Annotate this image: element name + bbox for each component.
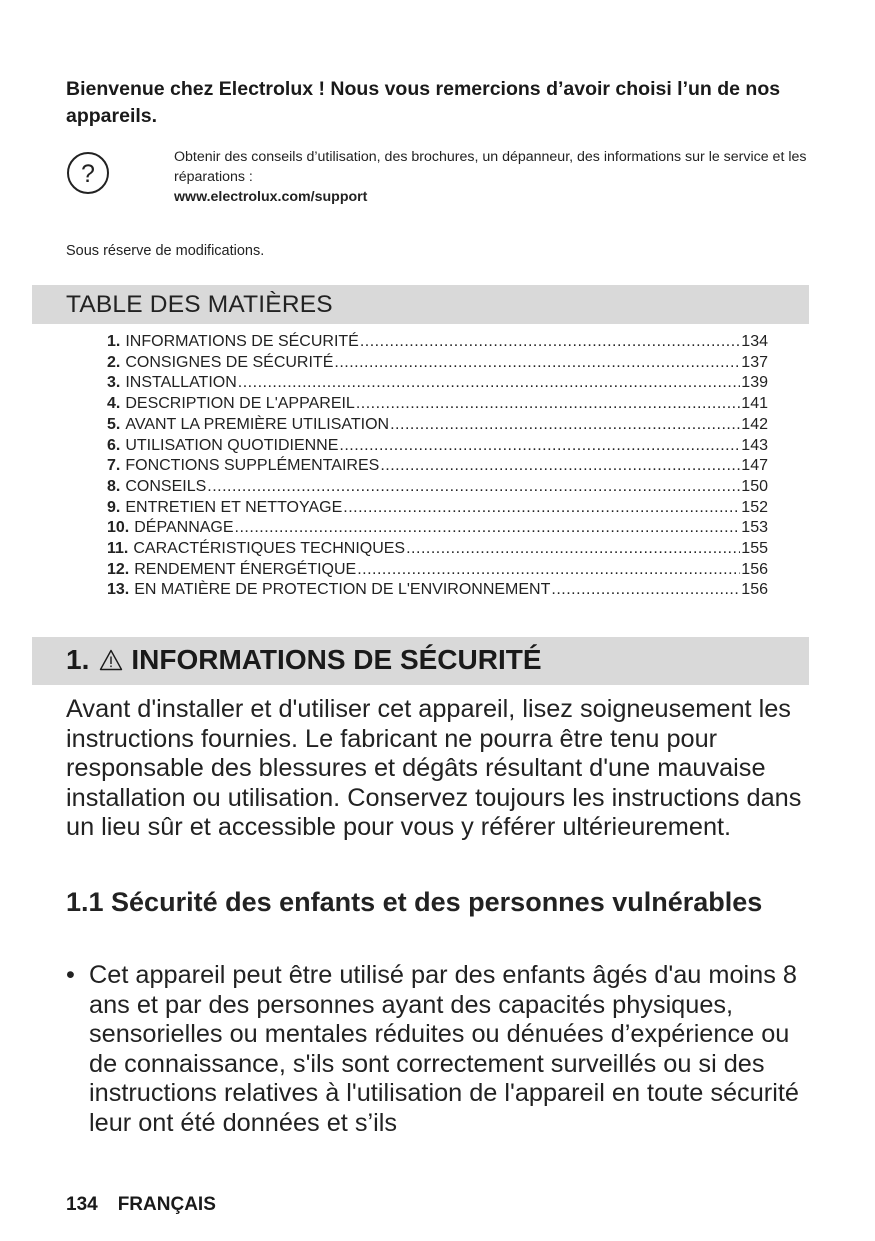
toc-entry-page: 156 [741,560,768,578]
toc-entry-number: 8. [107,477,121,495]
toc-entry-page: 139 [741,374,768,392]
toc-entry-number: 12. [107,560,130,578]
toc-entry-label: FONCTIONS SUPPLÉMENTAIRES [125,457,380,475]
toc-entry-number: 1. [107,333,121,350]
toc-entry-label: CONSEILS [125,477,207,495]
subsection-title: 1.1 Sécurité des enfants et des personnes vulnérables [66,887,763,917]
toc-entry[interactable] [107,332,768,353]
table-of-contents [107,332,768,601]
toc-entry-label: CONSIGNES DE SÉCURITÉ [125,353,334,371]
section-1-header [32,637,809,685]
page-number: 134 [66,1194,98,1215]
toc-entry-number: 4. [107,395,121,413]
toc-entry-number: 10. [107,519,130,537]
toc-entry-label: DESCRIPTION DE L'APPAREIL [125,395,355,413]
toc-leader-dots [235,518,741,539]
toc-leader-dots [357,560,740,581]
toc-entry-label: ENTRETIEN ET NETTOYAGE [125,498,343,516]
toc-entry-number: 9. [107,498,121,516]
toc-entry-page: 147 [741,457,768,475]
toc-entry-page: 150 [741,477,768,495]
support-link[interactable]: www.electrolux.com/support [174,189,368,205]
bullet-marker: • [66,961,75,989]
toc-leader-dots [406,539,740,560]
section-1-number: 1. [66,644,90,675]
toc-entry-page: 153 [741,519,768,537]
toc-entry[interactable] [107,518,768,539]
toc-entry-page: 155 [741,540,768,558]
toc-leader-dots [334,353,740,374]
toc-entry-number: 11. [107,540,129,558]
toc-header [32,285,809,324]
toc-entry-number: 6. [107,436,121,454]
toc-entry-label: INFORMATIONS DE SÉCURITÉ [125,333,359,350]
svg-text:?: ? [81,160,95,188]
toc-leader-dots [551,580,740,601]
toc-entry-number: 3. [107,374,121,392]
toc-leader-dots [343,498,740,519]
toc-entry-label: CARACTÉRISTIQUES TECHNIQUES [133,540,406,558]
welcome-heading: Bienvenue chez Electrolux ! Nous vous remercions d’avoir choisi l’un de nos appareils. [66,78,781,127]
toc-entry-page: 134 [741,333,768,350]
toc-entry[interactable] [107,477,768,498]
toc-leader-dots [356,394,740,415]
list-item [66,961,811,1138]
toc-entry-label: INSTALLATION [125,374,237,392]
footer-language: FRANÇAIS [117,1194,216,1215]
toc-entry[interactable] [107,456,768,477]
toc-entry[interactable] [107,580,768,601]
section-1-title [66,644,542,676]
support-info [174,147,814,207]
toc-entry-page: 143 [741,436,768,454]
section-1-label: INFORMATIONS DE SÉCURITÉ [131,644,542,675]
toc-entry-number: 5. [107,415,121,433]
toc-entry-page: 137 [741,353,768,371]
section-1-intro: Avant d'installer et d'utiliser cet appareil, lisez soigneusement les instructions fournies. Le fabricant ne pourra être tenu pour responsable des blessures et dégâts résultant d'une mauvaise installation ou utilisation. Conservez toujours les instructions dans un lieu sûr et accessible pour vous y référer ultérieurement. [66,695,802,841]
toc-entry[interactable] [107,560,768,581]
toc-leader-dots [238,373,741,394]
toc-entry-label: AVANT LA PREMIÈRE UTILISATION [125,415,390,433]
toc-entry-label: UTILISATION QUOTIDIENNE [125,436,339,454]
toc-leader-dots [360,332,740,353]
page-footer [66,1194,216,1216]
toc-leader-dots [207,477,740,498]
toc-entry-label: RENDEMENT ÉNERGÉTIQUE [134,560,357,578]
toc-entry[interactable] [107,353,768,374]
toc-entry-label: DÉPANNAGE [134,519,234,537]
toc-entry[interactable] [107,373,768,394]
toc-leader-dots [390,415,740,436]
toc-entry-number: 2. [107,353,121,371]
reserve-notice: Sous réserve de modifications. [66,243,265,259]
toc-leader-dots [339,436,740,457]
toc-entry[interactable] [107,539,768,560]
toc-entry[interactable] [107,498,768,519]
toc-entry-number: 13. [107,581,130,599]
toc-entry[interactable] [107,436,768,457]
toc-entry-page: 152 [741,498,768,516]
question-mark-icon [66,151,110,195]
toc-leader-dots [380,456,740,477]
bullet-text: Cet appareil peut être utilisé par des enfants âgés d'au moins 8 ans et par des personnes ayant des capacités physiques, sensorielles ou mentales réduites ou dénuées d’expérience ou de connaissance, s'ils sont correctement surveillés ou si des instructions relatives à l'utilisation de l'appareil en toute sécurité leur ont été données et s’ils [89,961,799,1137]
toc-entry-page: 156 [741,581,768,599]
toc-entry-page: 142 [741,415,768,433]
support-text: Obtenir des conseils d’utilisation, des brochures, un dépanneur, des informations sur le service et les réparations : [174,149,807,185]
toc-entry[interactable] [107,394,768,415]
toc-entry-page: 141 [741,395,768,413]
toc-entry-label: EN MATIÈRE DE PROTECTION DE L'ENVIRONNEMENT [134,581,551,599]
toc-entry[interactable] [107,415,768,436]
toc-title: TABLE DES MATIÈRES [66,291,333,318]
toc-entry-number: 7. [107,457,121,475]
warning-icon [99,649,123,671]
